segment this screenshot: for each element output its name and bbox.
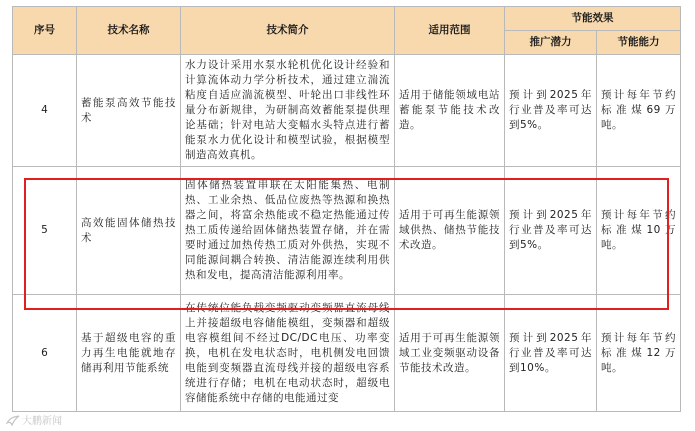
watermark: [6, 412, 62, 427]
header-scope: 适用范围: [395, 7, 505, 55]
row-name: 蓄能泵高效节能技术: [77, 55, 181, 167]
row-no: 5: [13, 167, 77, 295]
row-no: 4: [13, 55, 77, 167]
row-scope: 适用于可再生能源领域工业变频驱动设备节能技术改造。: [395, 295, 505, 412]
header-capacity: 节能能力: [597, 31, 681, 55]
row-name: 基于超级电容的重力再生电能就地存储再利用节能系统: [77, 295, 181, 412]
row-capacity: 预计每年节约标准煤10万吨。: [597, 167, 681, 295]
row-intro: 固体储热装置串联在太阳能集热、电制热、工业余热、低品位废热等热源和换热器之间，将富余热能或不稳定热能通过传热工质传递给固体储热装置存储，并在需要时通过加热传热工质对外供热，实现不同能源间耦合转换、清洁能源连续利用供热和发电，提高清洁能源利用率。: [181, 167, 395, 295]
row-potential: 预计到2025年行业普及率可达到5%。: [505, 167, 597, 295]
header-no: 序号: [13, 7, 77, 55]
header-intro: 技术简介: [181, 7, 395, 55]
row-potential: 预计到2025年行业普及率可达到10%。: [505, 295, 597, 412]
row-name: 高效能固体储热技术: [77, 167, 181, 295]
row-intro: 在传统位能负载变频驱动变频器直流母线上并接超级电容储能模组，变频器和超级电容模组间不经过DC/DC电压、功率变换，电机在发电状态时，电机侧发电回馈电能到变频器直流母线并接的超级电容系统进行存储；电机在电动状态时，超级电容储能系统中存储的电能通过变: [181, 295, 395, 412]
row-potential: 预计到2025年行业普及率可达到5%。: [505, 55, 597, 167]
row-no: 6: [13, 295, 77, 412]
bird-logo-icon: [6, 414, 20, 426]
table-row: [13, 295, 681, 412]
row-capacity: 预计每年节约标准煤69万吨。: [597, 55, 681, 167]
row-intro: 水力设计采用水泵水轮机优化设计经验和计算流体动力学分析技术，通过建立湍流粘度自适应湍流模型、叶轮出口非线性环量分布新规律，为研制高效蓄能泵提供理论基础；针对电站大变幅水头特点进行蓄能泵水力优化设计和模型试验，根据模型制造高效真机。: [181, 55, 395, 167]
row-capacity: 预计每年节约标准煤12万吨。: [597, 295, 681, 412]
header-name: 技术名称: [77, 7, 181, 55]
row-scope: 适用于储能领域电站蓄能泵节能技术改造。: [395, 55, 505, 167]
watermark-text: 大鹏新闻: [22, 416, 62, 427]
header-effect: 节能效果: [505, 7, 681, 31]
energy-tech-table: [12, 6, 681, 412]
table-row: [13, 167, 681, 295]
row-scope: 适用于可再生能源领域供热、储热节能技术改造。: [395, 167, 505, 295]
table-row: [13, 55, 681, 167]
header-potential: 推广潜力: [505, 31, 597, 55]
